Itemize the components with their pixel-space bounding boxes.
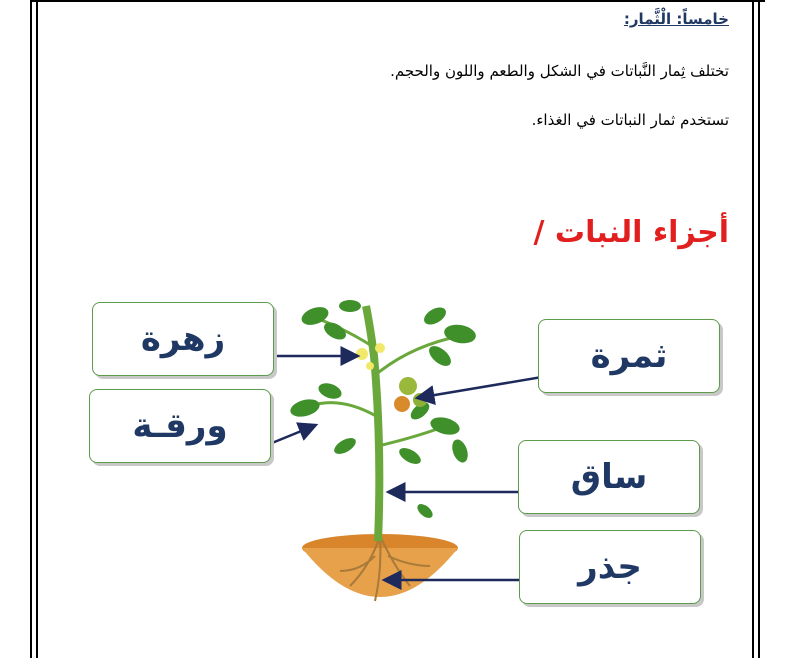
label-leaf: ورقـة bbox=[89, 389, 271, 463]
plant-illustration bbox=[270, 286, 520, 616]
paragraph-line: تختلف ثِمار النَّباتات في الشكل والطعم واللون والحجم. bbox=[390, 62, 729, 80]
page-border-left bbox=[30, 0, 32, 658]
page-top-rule bbox=[30, 0, 765, 2]
page-border-right bbox=[758, 0, 760, 658]
label-fruit: ثمرة bbox=[538, 319, 720, 393]
label-root: جذر bbox=[519, 530, 701, 604]
paragraph-line: تستخدم ثمار النباتات في الغذاء. bbox=[531, 111, 729, 129]
section-heading: خامساً: الْثَّمار: bbox=[623, 10, 729, 28]
page-title: أجزاء النبات / bbox=[533, 215, 729, 250]
page-border-left-inner bbox=[36, 0, 38, 658]
stem bbox=[366, 306, 379, 541]
label-stem: ساق bbox=[518, 440, 700, 514]
page-border-right-inner bbox=[752, 0, 754, 658]
label-flower: زهرة bbox=[92, 302, 274, 376]
